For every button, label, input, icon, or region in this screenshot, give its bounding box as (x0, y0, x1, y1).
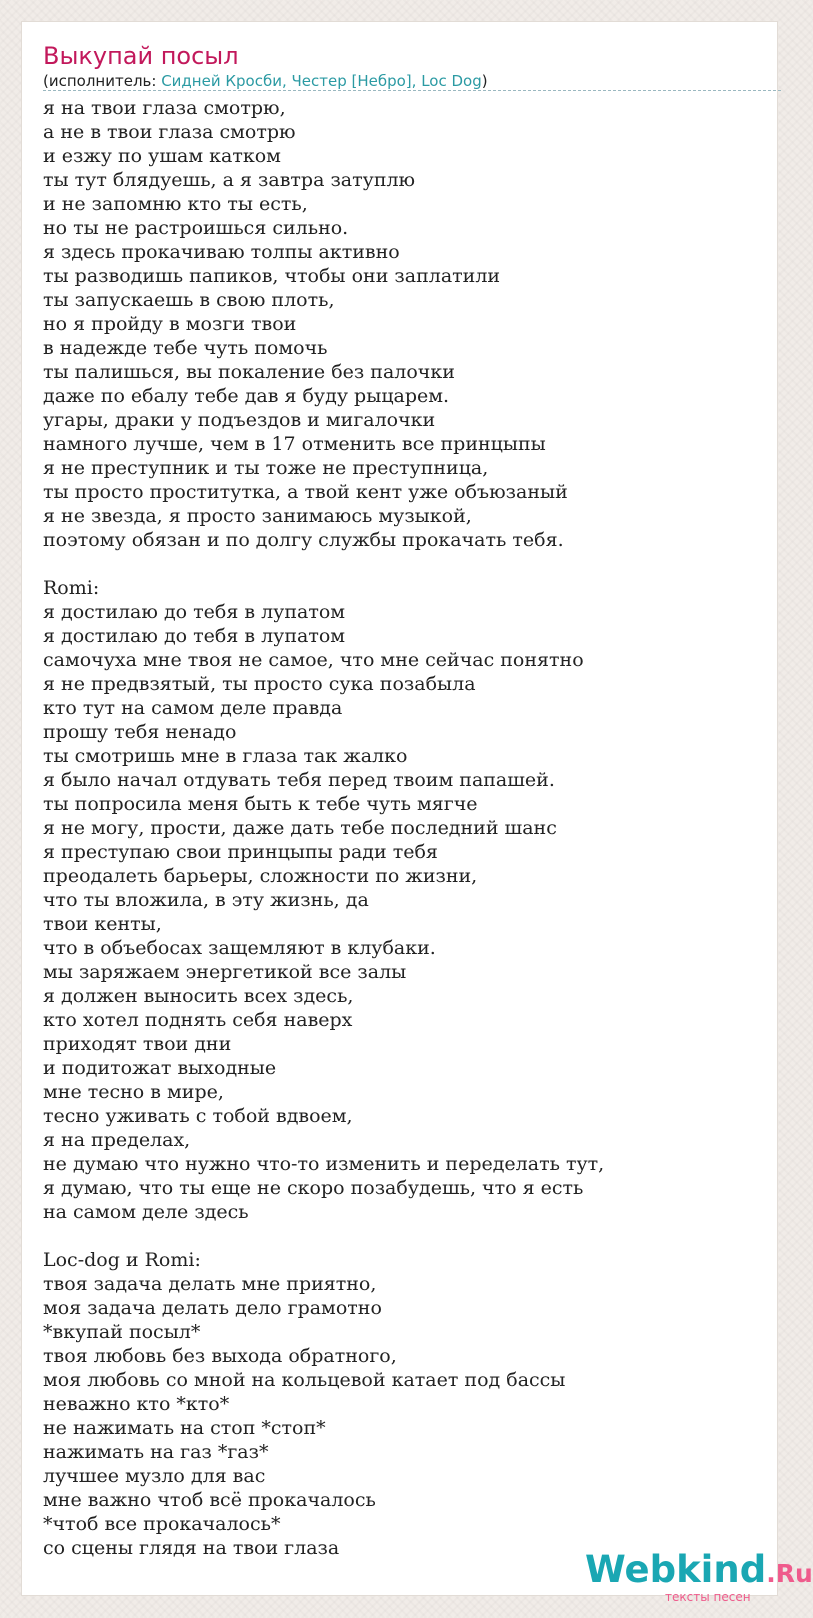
logo-tagline: тексты песен (665, 1590, 751, 1604)
lyric-line: самочуха мне твоя не самое, что мне сейчас понятно (43, 649, 584, 671)
lyric-line: что ты вложила, в эту жизнь, да (43, 889, 369, 911)
lyric-line: ты просто проститутка, а твой кент уже объюзаный (43, 481, 568, 503)
lyric-line: моя любовь со мной на кольцевой катает под бассы (43, 1369, 566, 1391)
lyric-line: а не в твои глаза смотрю (43, 121, 296, 143)
lyric-line: не нажимать на стоп *стоп* (43, 1417, 326, 1439)
lyric-line: поэтому обязан и по долгу службы прокачать тебя. (43, 529, 564, 551)
lyrics-card (21, 21, 813, 1604)
lyric-line: ты разводишь папиков, чтобы они заплатили (43, 265, 501, 287)
lyric-line: Romi: (43, 577, 100, 599)
lyric-line: намного лучше, чем в 17 отменить все принцыпы (43, 433, 546, 455)
lyric-line: я должен выносить всех здесь, (43, 985, 354, 1007)
lyric-line: кто хотел поднять себя наверх (43, 1009, 353, 1031)
lyric-line: я не могу, прости, даже дать тебе последний шанс (43, 817, 557, 839)
stanza-break (43, 552, 763, 576)
lyric-line: я было начал отдувать тебя перед твоим папашей. (43, 769, 555, 791)
artist-line (43, 70, 488, 92)
lyric-line: я не преступник и ты тоже не преступница, (43, 457, 489, 479)
lyric-line: *чтоб все прокачалось* (43, 1513, 281, 1535)
lyric-line: я думаю, что ты еще не скоро позабудешь, что я есть (43, 1177, 584, 1199)
lyric-line: со сцены глядя на твои глаза (43, 1537, 340, 1559)
lyric-line: я преступаю свои принцыпы ради тебя (43, 841, 438, 863)
lyric-line: мы заряжаем энергетикой все залы (43, 961, 407, 983)
lyric-line: неважно кто *кто* (43, 1393, 230, 1415)
lyric-line: лучшее музло для вас (43, 1465, 266, 1487)
site-logo[interactable] (585, 1548, 813, 1618)
lyric-line: я не звезда, я просто занимаюсь музыкой, (43, 505, 472, 527)
lyric-line: и езжу по ушам катком (43, 145, 281, 167)
lyric-line: даже по ебалу тебе дав я буду рыцарем. (43, 385, 450, 407)
lyric-line: твои кенты, (43, 913, 162, 935)
lyric-line: тесно уживать с тобой вдвоем, (43, 1105, 353, 1127)
lyric-line: я не предвзятый, ты просто сука позабыла (43, 673, 476, 695)
artist-suffix: ) (481, 72, 488, 90)
lyric-line: я на пределах, (43, 1129, 191, 1151)
lyric-line: я здесь прокачиваю толпы активно (43, 241, 400, 263)
artist-prefix: (исполнитель: (43, 72, 162, 90)
lyric-line: кто тут на самом деле правда (43, 697, 343, 719)
lyric-line: ты запускаешь в свою плоть, (43, 289, 335, 311)
header-divider (43, 90, 781, 91)
lyric-line: нажимать на газ *газ* (43, 1441, 269, 1463)
stanza-break (43, 1224, 763, 1248)
lyric-line: ты палишься, вы покаление без палочки (43, 361, 455, 383)
lyric-line: я достилаю до тебя в лупатом (43, 625, 346, 647)
lyric-line: не думаю что нужно что-то изменить и переделать тут, (43, 1153, 605, 1175)
lyric-line: и подитожат выходные (43, 1057, 277, 1079)
lyric-line: ты смотришь мне в глаза так жалко (43, 745, 408, 767)
lyric-line: но я пройду в мозги твои (43, 313, 297, 335)
lyric-line: преодалеть барьеры, сложности по жизни, (43, 865, 478, 887)
lyric-line: в надежде тебе чуть помочь (43, 337, 328, 359)
lyric-line: на самом деле здесь (43, 1201, 249, 1223)
lyric-line: приходят твои дни (43, 1033, 232, 1055)
song-title: Выкупай посыл (43, 42, 239, 70)
lyric-line: твоя задача делать мне приятно, (43, 1273, 377, 1295)
artist-link[interactable]: Сидней Кросби, Честер [Небро], Loc Dog (161, 72, 482, 90)
lyric-line: твоя любовь без выхода обратного, (43, 1345, 397, 1367)
lyric-line: *вкупай посыл* (43, 1321, 201, 1343)
lyric-line: ты попросила меня быть к тебе чуть мягче (43, 793, 478, 815)
lyric-line: но ты не растроишься сильно. (43, 217, 349, 239)
lyric-line: прошу тебя ненадо (43, 721, 237, 743)
logo-name: Webkind (585, 1548, 767, 1591)
logo-wordmark (585, 1548, 813, 1596)
lyric-line: и не запомню кто ты есть, (43, 193, 308, 215)
lyrics-text (43, 96, 763, 1560)
lyric-line: мне тесно в мире, (43, 1081, 224, 1103)
lyric-line: я достилаю до тебя в лупатом (43, 601, 346, 623)
lyric-line: мне важно чтоб всё прокачалось (43, 1489, 376, 1511)
logo-tld: .Ru (766, 1559, 813, 1588)
lyric-line: ты тут блядуешь, а я завтра затуплю (43, 169, 416, 191)
lyric-line: я на твои глаза смотрю, (43, 97, 286, 119)
lyric-line: моя задача делать дело грамотно (43, 1297, 382, 1319)
lyric-line: что в объебосах защемляют в клубаки. (43, 937, 436, 959)
lyric-line: угары, драки у подъездов и мигалочки (43, 409, 436, 431)
lyric-line: Loc-dog и Romi: (43, 1249, 201, 1271)
